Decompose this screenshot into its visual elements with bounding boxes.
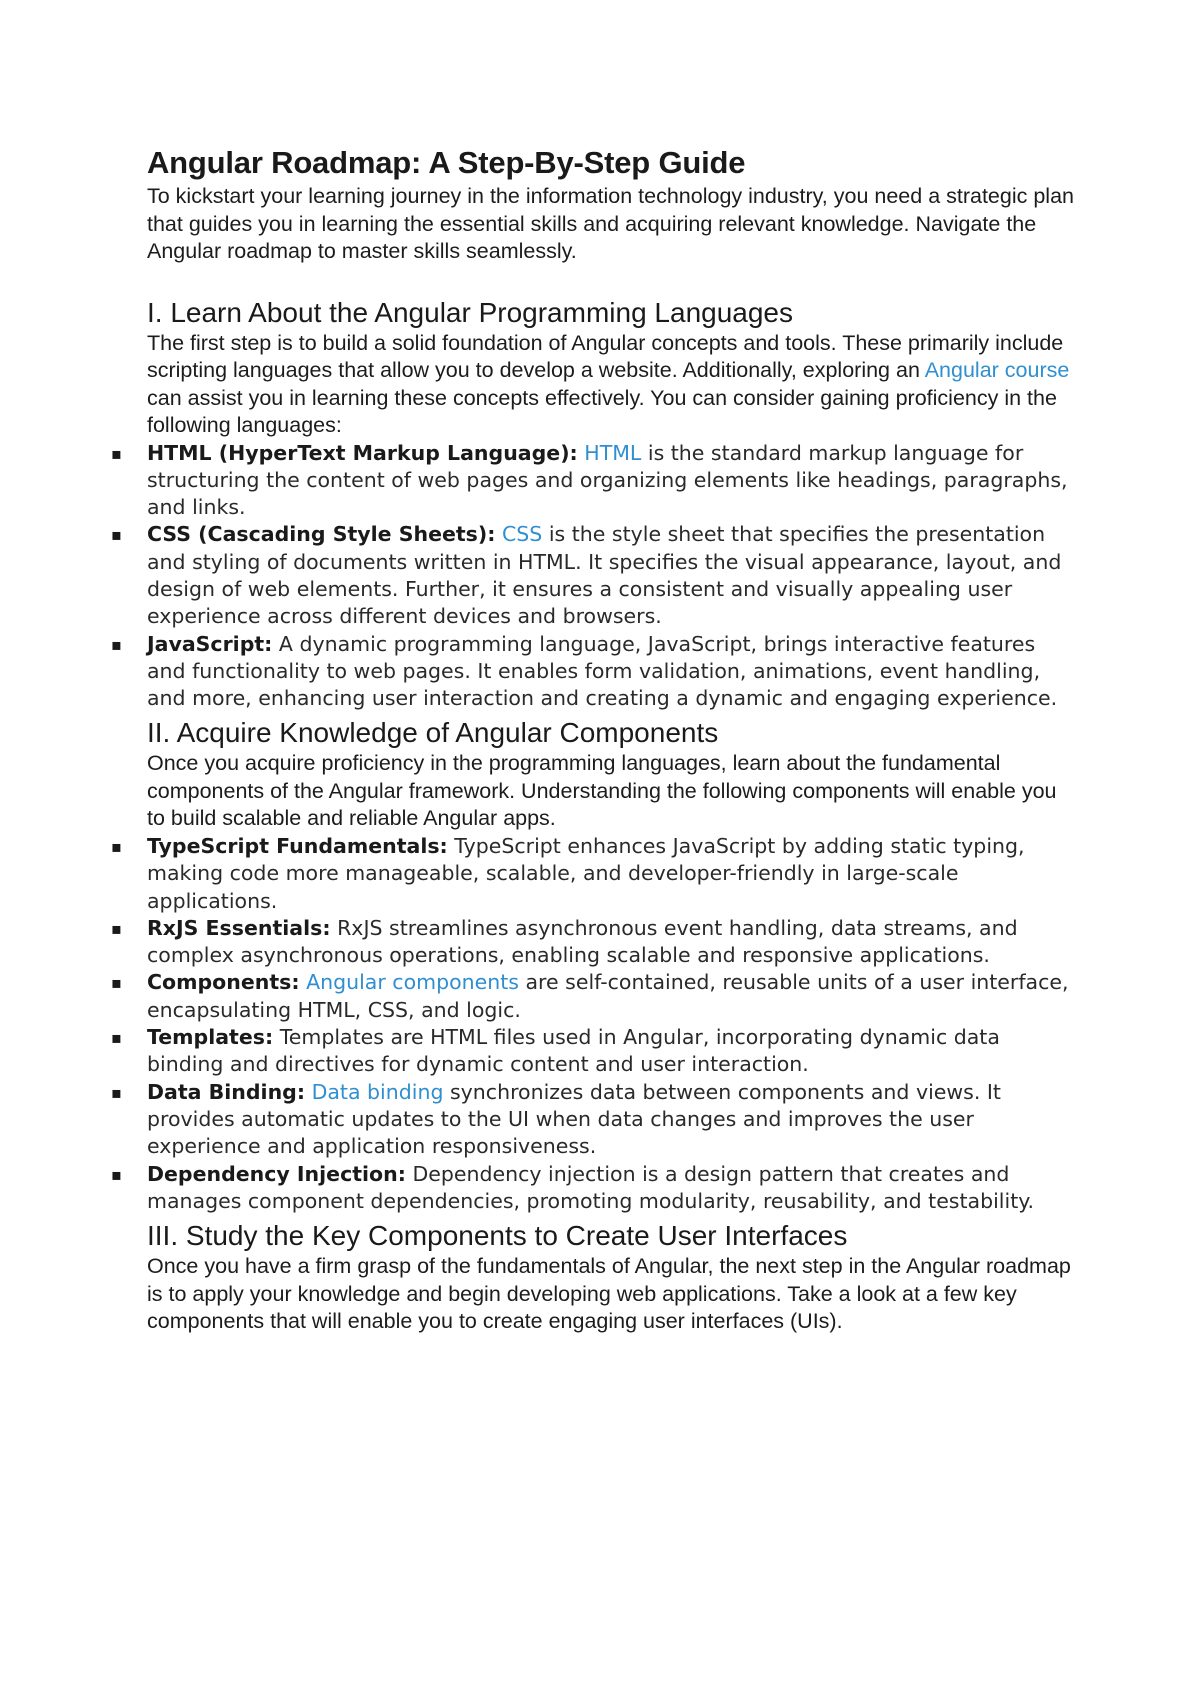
section-1-text-after: can assist you in learning these concepts effectively. You can consider gaining proficiency in the following languages: [147, 385, 1057, 437]
list-item-text: Templates are HTML files used in Angular, incorporating dynamic data binding and directives for dynamic content and user interaction. [147, 1025, 1000, 1077]
angular-components-link[interactable]: Angular components [306, 970, 519, 995]
list-item-text: TypeScript enhances JavaScript by adding static typing, making code more manageable, scalable, and developer-friendly in large-scale applications. [147, 833, 1025, 913]
list-item-term: Dependency Injection: [147, 1161, 406, 1186]
list-item-term: Components: [147, 970, 300, 995]
list-item-text: synchronizes data between components and views. It provides automatic updates to the UI when data changes and improves the user experience and application responsiveness. [147, 1079, 1001, 1159]
list-item-text: Dependency injection is a design pattern that creates and manages component dependencies, promoting modularity, reusability, and testability. [147, 1161, 1034, 1213]
list-item-term: Templates: [147, 1025, 274, 1050]
list-item-term: Data Binding: [147, 1079, 306, 1104]
section-3-paragraph: Once you have a firm grasp of the fundamentals of Angular, the next step in the Angular roadmap is to apply your knowledge and begin developing web applications. Take a look at a few key components that will enable you to create engaging user interfaces (UIs). [147, 1254, 1071, 1334]
section-1-text-before: The first step is to build a solid foundation of Angular concepts and tools. These primarily include scripting languages that allow you to develop a website. Additionally, exploring an [147, 330, 1064, 382]
components-list [111, 833, 1077, 1215]
bullet-icon: ▪ [111, 918, 122, 938]
section-3-heading: III. Study the Key Components to Create User Interfaces [147, 1220, 848, 1252]
list-item-term: HTML (HyperText Markup Language): [147, 440, 578, 465]
html-link[interactable]: HTML [584, 440, 642, 465]
document-page [111, 143, 1077, 1336]
bullet-icon: ▪ [111, 443, 122, 463]
bullet-icon: ▪ [111, 1082, 122, 1102]
list-item-term: JavaScript: [147, 631, 273, 656]
list-item-javascript [111, 631, 1077, 713]
section-1-heading: I. Learn About the Angular Programming Languages [147, 296, 793, 328]
list-item-data-binding [111, 1079, 1077, 1161]
list-item-text: is the style sheet that specifies the presentation and styling of documents written in HTML. It specifies the visual appearance, layout, and design of web elements. Further, it ensures a consistent and visually appealing user experience across different devices and browsers. [147, 522, 1062, 629]
list-item-term: RxJS Essentials: [147, 915, 331, 940]
list-item-text: is the standard markup language for structuring the content of web pages and organizing elements like headings, paragraphs, and links. [147, 440, 1068, 520]
list-item-html [111, 440, 1077, 522]
data-binding-link[interactable]: Data binding [311, 1079, 444, 1104]
css-link[interactable]: CSS [501, 522, 543, 547]
page-title: Angular Roadmap: A Step-By-Step Guide [147, 145, 746, 180]
bullet-icon: ▪ [111, 525, 122, 545]
list-item-typescript [111, 833, 1077, 915]
intro-paragraph: To kickstart your learning journey in the information technology industry, you need a strategic plan that guides you in learning the essential skills and acquiring relevant knowledge. Navigate the Angular roadmap to master skills seamlessly. [147, 184, 1074, 263]
section-2-paragraph: Once you acquire proficiency in the programming languages, learn about the fundamental components of the Angular framework. Understanding the following components will enable you to build scalable and reliable Angular apps. [147, 751, 1057, 831]
bullet-icon: ▪ [111, 1164, 122, 1184]
list-item-term: CSS (Cascading Style Sheets): [147, 522, 496, 547]
list-item-rxjs [111, 915, 1077, 970]
bullet-icon: ▪ [111, 973, 122, 993]
list-item-term: TypeScript Fundamentals: [147, 833, 448, 858]
list-item-text: are self-contained, reusable units of a user interface, encapsulating HTML, CSS, and logic. [147, 970, 1069, 1022]
list-item-css [111, 521, 1077, 630]
bullet-icon: ▪ [111, 634, 122, 654]
section-2-heading: II. Acquire Knowledge of Angular Components [147, 717, 719, 749]
bullet-icon: ▪ [111, 836, 122, 856]
list-item-dependency-injection [111, 1161, 1077, 1216]
angular-course-link[interactable]: Angular course [924, 358, 1070, 382]
list-item-templates [111, 1024, 1077, 1079]
list-item-text: RxJS streamlines asynchronous event handling, data streams, and complex asynchronous operations, enabling scalable and responsive applications. [147, 915, 1018, 968]
section-1-paragraph [147, 330, 1077, 440]
bullet-icon: ▪ [111, 1028, 122, 1048]
list-item-components [111, 969, 1077, 1024]
list-item-text: A dynamic programming language, JavaScript, brings interactive features and functionality to web pages. It enables form validation, animations, event handling, and more, enhancing user interaction and creating a dynamic and engaging experience. [147, 631, 1058, 711]
languages-list [111, 440, 1077, 713]
